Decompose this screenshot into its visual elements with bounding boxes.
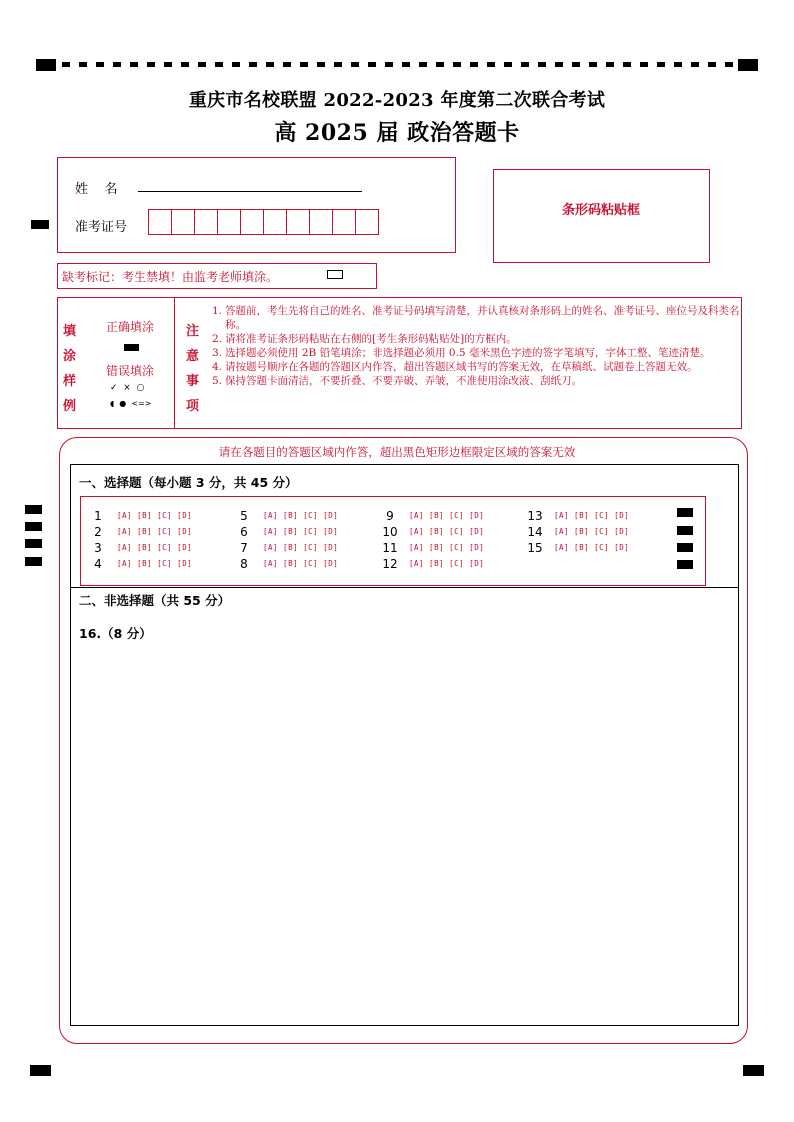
mc-timing-mark [677,508,693,517]
timing-dash [708,62,716,67]
timing-dash [487,62,495,67]
answer-options[interactable]: [A] [B] [C] [D] [263,559,339,568]
id-label: 准考证号 [75,220,128,235]
timing-dash [640,62,648,67]
timing-dash [453,62,461,67]
question-number: 13 [527,509,543,523]
notes-char-4: 项 [186,399,200,414]
timing-dash [232,62,240,67]
mc-timing-mark [677,560,693,569]
question-number: 5 [240,509,248,523]
timing-dash [538,62,546,67]
timing-dash-strip [36,58,760,72]
timing-dash [334,62,342,67]
side-timing-mark [25,557,42,566]
timing-dash [555,62,563,67]
student-info-box [57,157,456,253]
timing-dash [147,62,155,67]
fill-example-char-1: 填 [63,324,77,339]
note-item: 1. 答题前，考生先将自己的姓名、准考证号码填写清楚，并认真核对条形码上的姓名、准考证号、座位号及科类名称。 [212,305,740,331]
timing-dash [521,62,529,67]
question-number: 14 [527,525,543,539]
answer-options[interactable]: [A] [B] [C] [D] [554,511,630,520]
id-digit-cell[interactable] [309,209,333,235]
timing-dash [572,62,580,67]
answer-options[interactable]: [A] [B] [C] [D] [409,511,485,520]
timing-dash [351,62,359,67]
answer-options[interactable]: [A] [B] [C] [D] [117,511,193,520]
timing-dash [113,62,121,67]
side-timing-mark [25,522,42,531]
section-divider [70,587,739,588]
q16-answer-area[interactable] [71,645,738,1025]
answer-options[interactable]: [A] [B] [C] [D] [117,559,193,568]
question-number: 8 [240,557,248,571]
id-digit-cell[interactable] [355,209,379,235]
side-timing-mark [25,539,42,548]
fill-example-char-3: 样 [63,374,77,389]
notes-char-3: 事 [186,374,200,389]
question-number: 15 [527,541,543,555]
id-digit-cell[interactable] [263,209,287,235]
timing-dash [283,62,291,67]
answer-options[interactable]: [A] [B] [C] [D] [554,527,630,536]
registration-mark-bottom-left [30,1065,51,1076]
mc-timing-mark [677,526,693,535]
timing-dash [623,62,631,67]
name-field[interactable] [138,191,362,192]
timing-dash [436,62,444,67]
correct-fill-mark [124,344,139,351]
fill-example-char-2: 涂 [63,349,77,364]
answer-options[interactable]: [A] [B] [C] [D] [263,527,339,536]
answer-options[interactable]: [A] [B] [C] [D] [409,543,485,552]
question-number: 1 [94,509,102,523]
question-number: 9 [386,509,394,523]
question-number: 7 [240,541,248,555]
timing-dash [470,62,478,67]
notes-list [212,304,740,388]
timing-dash [504,62,512,67]
note-item: 5. 保持答题卡面清洁，不要折叠、不要弄破、弄皱，不准使用涂改液、刮纸刀。 [212,375,582,387]
answer-options[interactable]: [A] [B] [C] [D] [117,527,193,536]
timing-dash [657,62,665,67]
timing-dash [215,62,223,67]
answer-options[interactable]: [A] [B] [C] [D] [263,511,339,520]
exam-title: 重庆市名校联盟 2022-2023 年度第二次联合考试 [188,90,606,111]
answer-options[interactable]: [A] [B] [C] [D] [409,527,485,536]
id-number-grid[interactable] [149,209,379,235]
timing-dash [300,62,308,67]
timing-dash [96,62,104,67]
barcode-label: 条形码粘贴框 [561,203,640,218]
timing-dash [402,62,410,67]
q16-label: 16.（8 分） [79,626,152,641]
absent-mark-text: 缺考标记：考生禁填！由监考老师填涂。 [62,270,279,284]
timing-dash [130,62,138,67]
wrong-fill-marks-row2: ◖ ● <=> [110,399,152,408]
wrong-fill-marks-row1: ✓ ⨯ ○ [110,383,145,393]
timing-dash [317,62,325,67]
timing-dash [419,62,427,67]
timing-dash [725,62,733,67]
timing-dash [606,62,614,67]
note-item: 4. 请按题号顺序在各题的答题区内作答，超出答题区域书写的答案无效，在草稿纸、试题卷上答题无效。 [212,361,698,373]
timing-dash [266,62,274,67]
id-digit-cell[interactable] [194,209,218,235]
id-digit-cell[interactable] [148,209,172,235]
correct-fill-label: 正确填涂 [106,320,155,334]
name-label: 姓 名 [75,182,118,197]
question-number: 10 [382,525,398,539]
answer-options[interactable]: [A] [B] [C] [D] [263,543,339,552]
card-title: 高 2025 届 政治答题卡 [274,120,520,146]
side-timing-mark [31,220,49,229]
id-digit-cell[interactable] [332,209,356,235]
id-digit-cell[interactable] [240,209,264,235]
section2-title: 二、非选择题（共 55 分） [79,593,231,608]
id-digit-cell[interactable] [171,209,195,235]
timing-dash [385,62,393,67]
timing-dash [62,62,70,67]
answer-options[interactable]: [A] [B] [C] [D] [117,543,193,552]
notes-char-1: 注 [186,324,200,339]
answer-options[interactable]: [A] [B] [C] [D] [409,559,485,568]
timing-dash [674,62,682,67]
question-number: 2 [94,525,102,539]
question-number: 3 [94,541,102,555]
id-digit-cell[interactable] [217,209,241,235]
timing-dash [368,62,376,67]
section1-title: 一、选择题（每小题 3 分，共 45 分） [79,475,298,490]
registration-mark-top-right [738,59,758,71]
note-item: 3. 选择题必须使用 2B 铅笔填涂；非选择题必须用 0.5 毫米黑色字迹的签字笔填写，字体工整、笔迹清楚。 [212,347,711,359]
answer-area-warning: 请在各题目的答题区域内作答，超出黑色矩形边框限定区域的答案无效 [218,445,576,459]
timing-dash [198,62,206,67]
note-item: 2. 请将准考证条形码粘贴在右侧的[考生条形码粘贴处]的方框内。 [212,333,517,345]
question-number: 12 [382,557,398,571]
question-number: 11 [382,541,398,555]
absent-checkbox[interactable] [327,270,343,279]
fill-example-char-4: 例 [63,399,77,414]
instructions-divider [174,297,175,429]
question-number: 4 [94,557,102,571]
notes-char-2: 意 [186,349,200,364]
side-timing-mark [25,505,42,514]
wrong-fill-label: 错误填涂 [106,364,155,378]
timing-dash [79,62,87,67]
timing-dash [181,62,189,67]
timing-dash [691,62,699,67]
question-number: 6 [240,525,248,539]
timing-dash [249,62,257,67]
id-digit-cell[interactable] [286,209,310,235]
mc-timing-mark [677,543,693,552]
answer-options[interactable]: [A] [B] [C] [D] [554,543,630,552]
registration-mark-bottom-right [743,1065,764,1076]
timing-dash [164,62,172,67]
timing-dash [589,62,597,67]
